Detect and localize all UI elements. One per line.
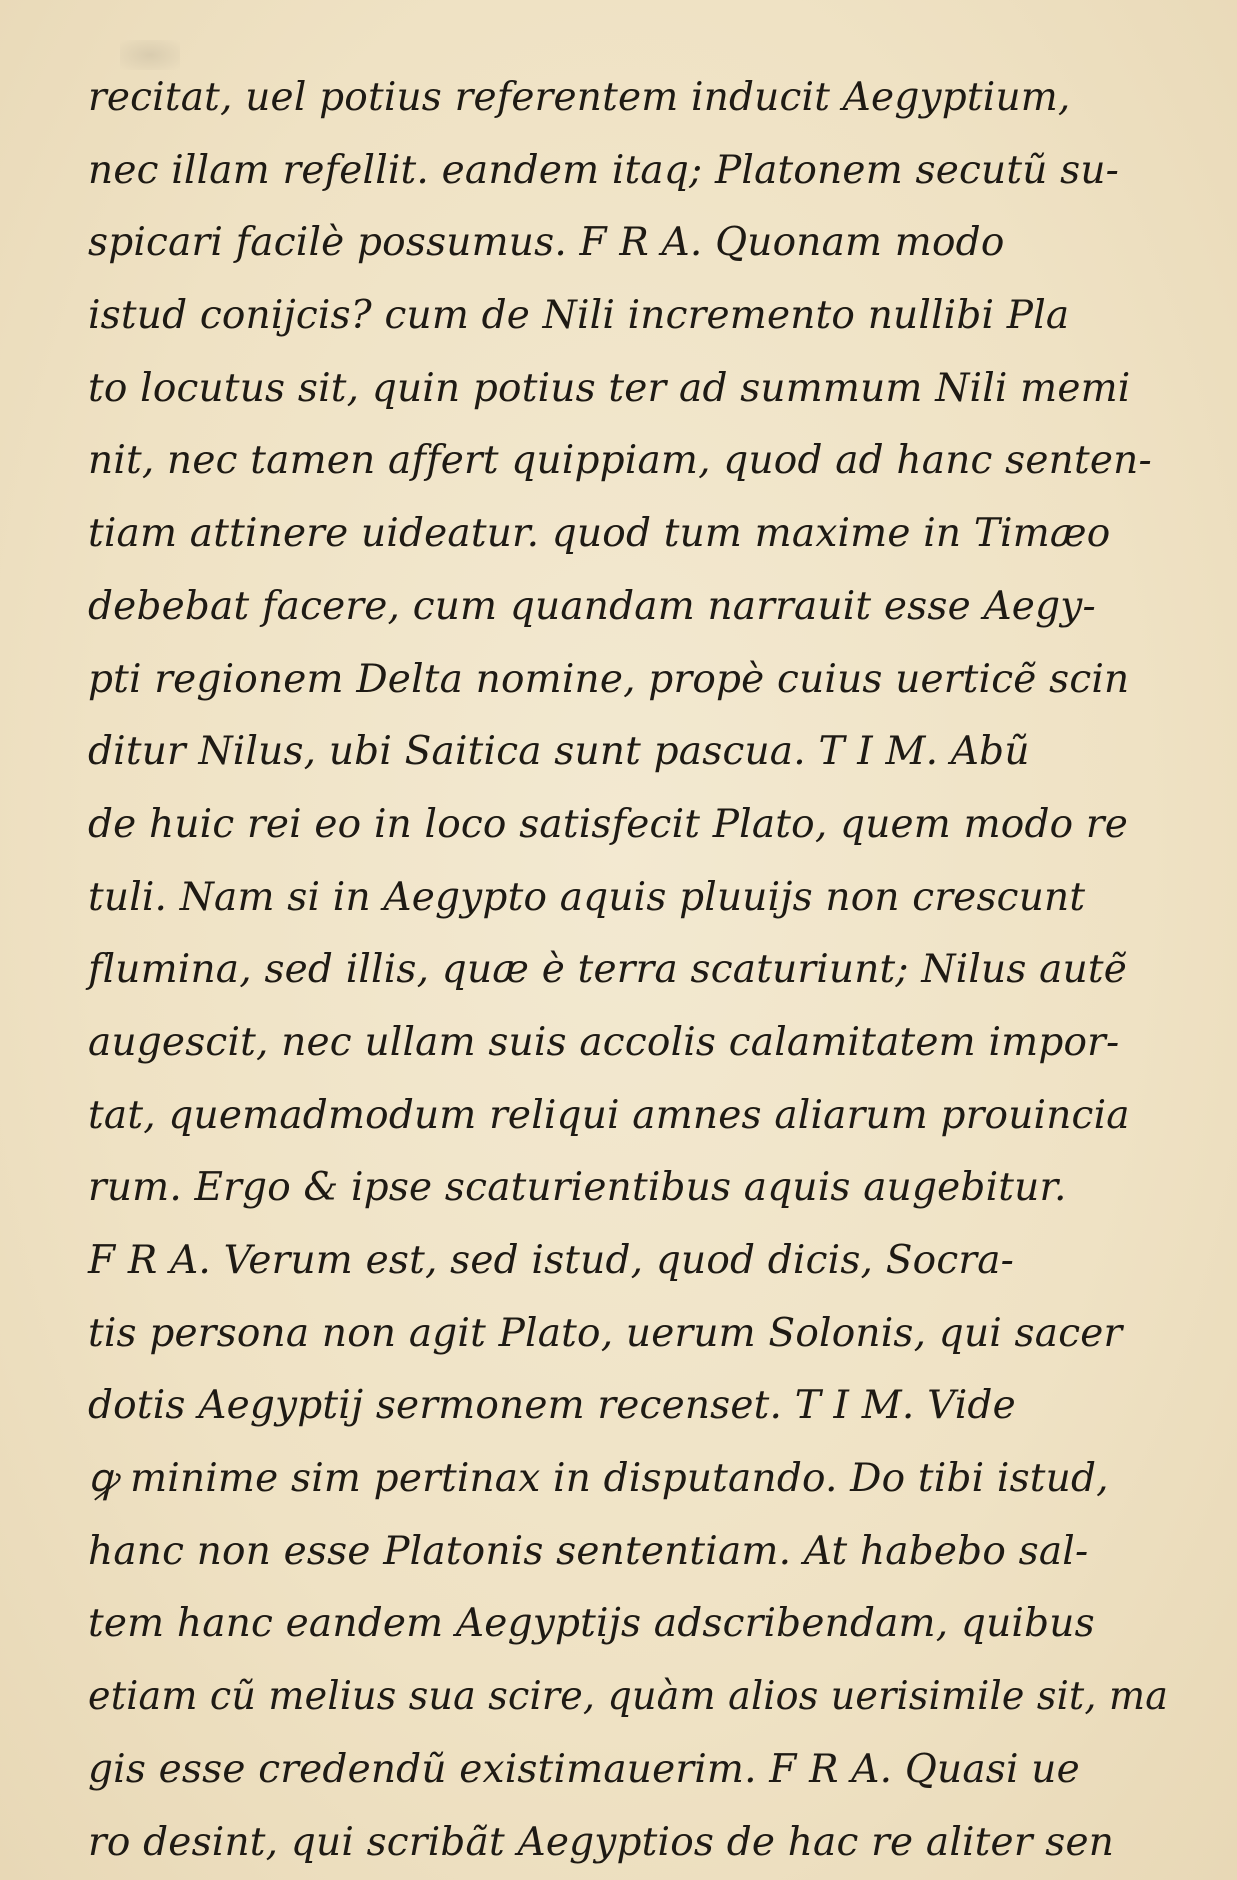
text-line: to locutus sit, quin potius ter ad summum Nili memi: [88, 365, 1131, 411]
text-line: ꝙ minime sim pertinax in disputando. Do tibi istud,: [88, 1456, 1109, 1502]
text-line: pti regionem Delta nomine, propè cuius uerticẽ scin: [88, 656, 1130, 702]
text-line: ro desint, qui scribãt Aegyptios de hac re aliter sen: [88, 1819, 1115, 1865]
text-line: debebat facere, cum quandam narrauit esse Aegy-: [88, 583, 1096, 629]
text-line: recitat, uel potius referentem inducit Aegyptium,: [88, 75, 1071, 120]
text-line: tis persona non agit Plato, uerum Solonis, qui sacer: [88, 1310, 1123, 1356]
text-line: flumina, sed illis, quæ è terra scaturiunt; Nilus autẽ: [88, 947, 1128, 993]
text-line: de huic rei eo in loco satisfecit Plato, quem modo re: [88, 801, 1129, 847]
text-line: nit, nec tamen affert quippiam, quod ad hanc senten-: [88, 438, 1152, 484]
text-line: ditur Nilus, ubi Saitica sunt pascua. T I M. Abũ: [88, 729, 1030, 775]
text-line: spicari facilè possumus. F R A. Quonam modo: [88, 220, 1005, 266]
text-block: [88, 62, 1168, 1879]
text-line: gis esse credendũ existimauerim. F R A. Quasi ue: [88, 1746, 1080, 1792]
text-line: etiam cũ melius sua scire, quàm alios uerisimile sit, ma: [88, 1674, 1169, 1720]
text-line: augescit, nec ullam suis accolis calamitatem impor-: [88, 1019, 1120, 1065]
text-line: istud conijcis? cum de Nili incremento nullibi Pla: [88, 293, 1070, 339]
text-line: tuli. Nam si in Aegypto aquis pluuijs non crescunt: [88, 874, 1086, 920]
text-line: tat, quemadmodum reliqui amnes aliarum prouincia: [88, 1092, 1130, 1138]
text-line: rum. Ergo & ipse scaturientibus aquis augebitur.: [88, 1165, 1067, 1211]
text-line: tem hanc eandem Aegyptijs adscribendam, quibus: [88, 1601, 1095, 1647]
text-line: hanc non esse Platonis sententiam. At habebo sal-: [88, 1528, 1089, 1574]
text-line: tiam attinere uideatur. quod tum maxime in Timæo: [88, 511, 1111, 557]
text-line: F R A. Verum est, sed istud, quod dicis, Socra-: [88, 1238, 1015, 1283]
text-line: nec illam refellit. eandem itaq; Platonem secutũ su-: [88, 147, 1120, 193]
text-line: dotis Aegyptij sermonem recenset. T I M. Vide: [88, 1383, 1016, 1429]
